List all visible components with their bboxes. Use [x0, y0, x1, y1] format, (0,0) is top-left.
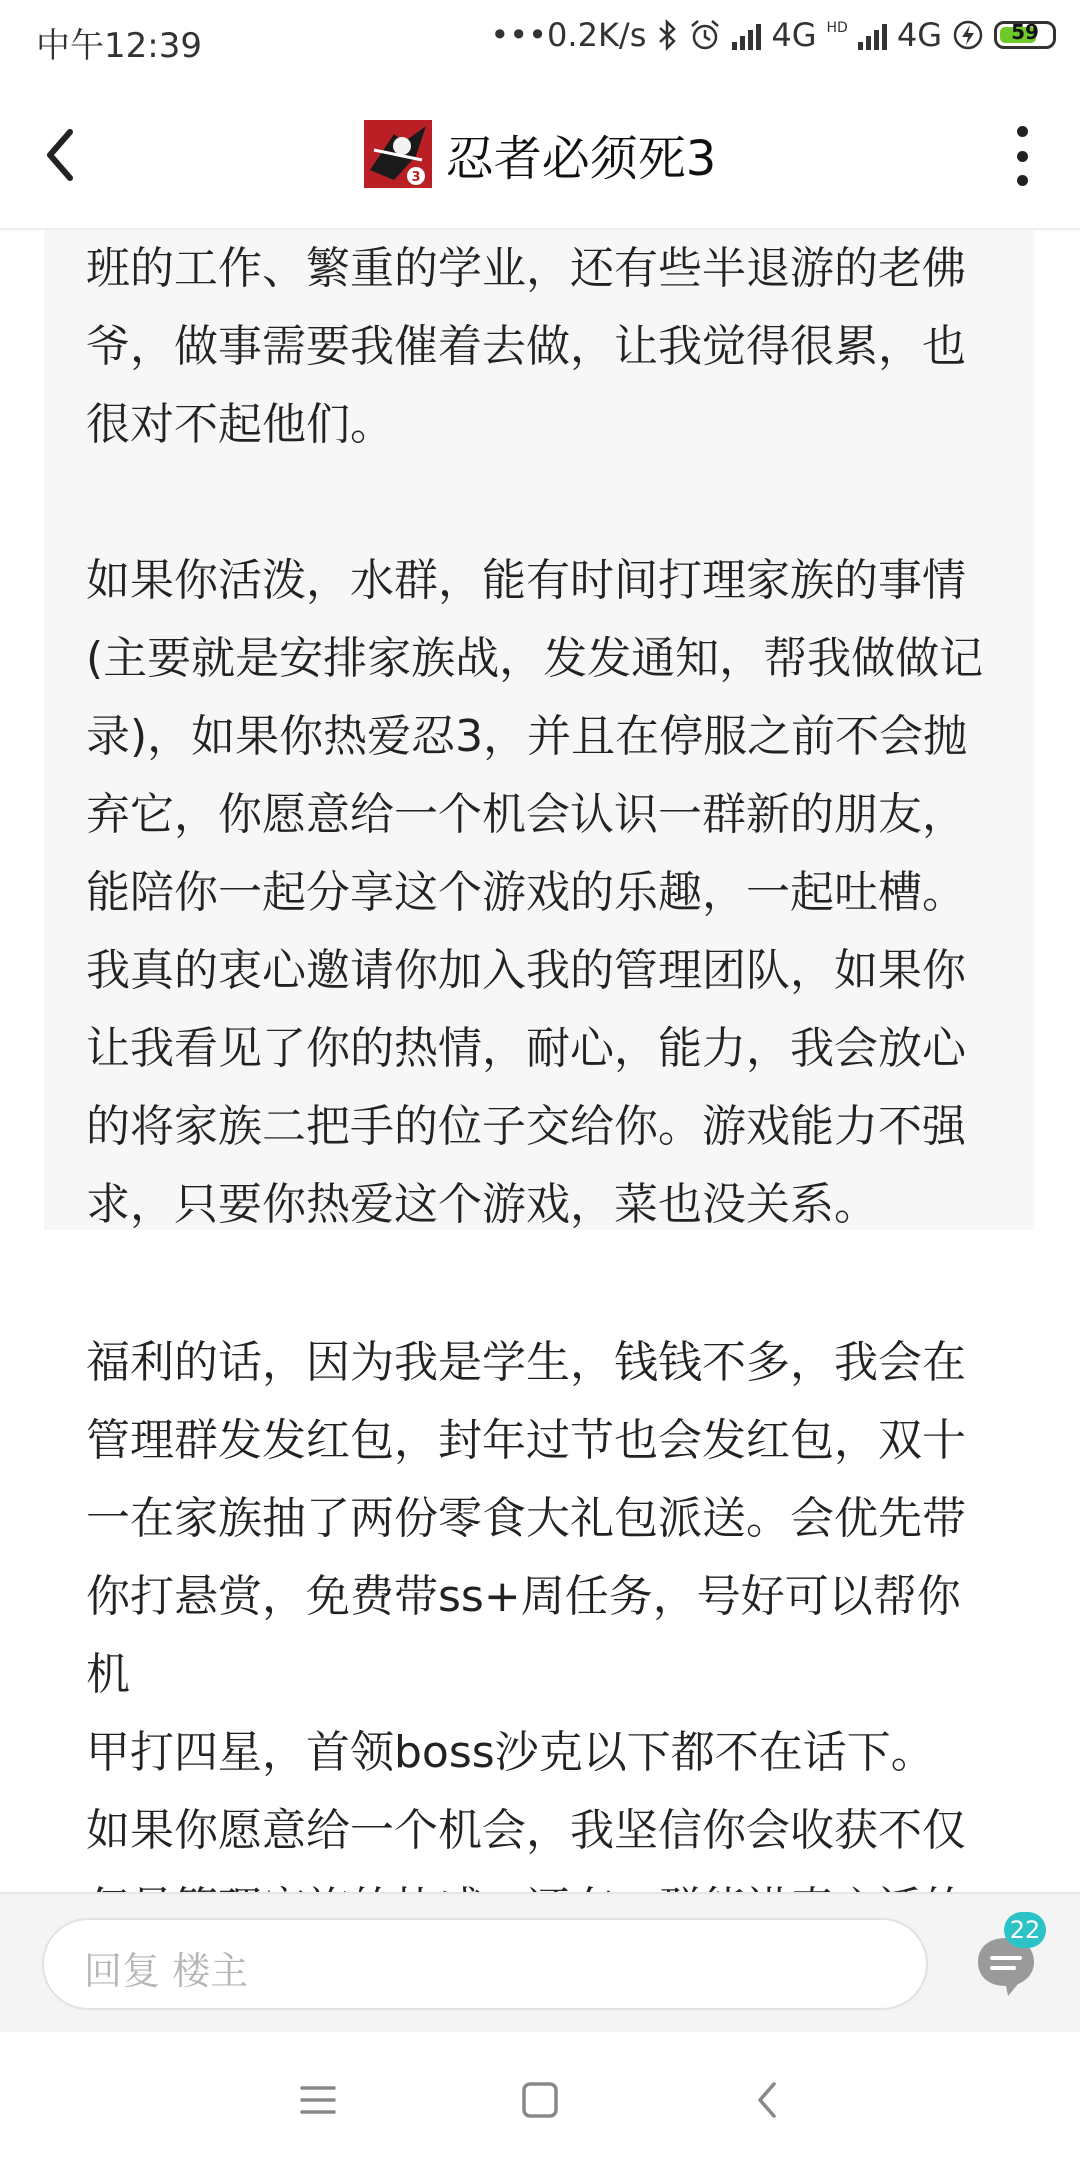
back-icon: [740, 2072, 796, 2128]
reply-bar: [0, 1892, 1080, 2034]
status-bar: [0, 0, 1080, 80]
battery-level: 59: [1011, 20, 1039, 44]
post-paragraph: 如果你活泼，水群，能有时间打理家族的事情 (主要就是安排家族战，发发通知，帮我做做记 录)，如果你热爱忍3，并且在停服之前不会抛 弃它，你愿意给一个机会认识一群新的朋友， 能陪你一起分享这个游戏的乐趣，一起吐槽。 我真的衷心邀请你加入我的管理团队，如果你 让我看见了你的热情，耐心，能力，我会放心 的将家族二把手的位子交给你。游戏能力不强 求，只要你热爱这个游戏，菜也没关系。: [86, 555, 984, 1230]
home-button[interactable]: [512, 2072, 568, 2128]
post-content: [0, 230, 1080, 1890]
comment-count-badge: 22: [1004, 1912, 1046, 1948]
system-navigation-bar: [0, 2032, 1080, 2160]
more-vertical-icon: [1017, 126, 1028, 137]
bluetooth-icon: [656, 19, 678, 51]
logo-badge: 3: [411, 170, 421, 185]
game-logo: [364, 120, 432, 188]
hd-label: HD: [826, 20, 848, 36]
signal-icon: [858, 20, 887, 50]
menu-button[interactable]: [290, 2072, 346, 2128]
battery-icon: [994, 21, 1056, 49]
reply-input[interactable]: [42, 1918, 928, 2010]
top-navigation-bar: [0, 80, 1080, 230]
signal-icon: [732, 20, 761, 50]
charging-icon: [952, 19, 984, 51]
signal2-label: 4G: [896, 16, 942, 54]
status-icons: [490, 16, 1056, 54]
home-icon: [512, 2072, 568, 2128]
network-speed: •••0.2K/s: [490, 16, 647, 54]
post-paragraph: 班的工作、繁重的学业，还有些半退游的老佛 爷，做事需要我催着去做，让我觉得很累，也 很对不起他们。: [86, 243, 966, 450]
system-back-button[interactable]: [740, 2072, 796, 2128]
title-area: [0, 116, 1080, 192]
post-paragraph: 福利的话，因为我是学生，钱钱不多，我会在 管理群发发红包，封年过节也会发红包，双十 一在家族抽了两份零食大礼包派送。会优先带 你打悬赏，免费带ss+周任务，号好可以帮你机 甲打四星，首领boss沙克以下都不在话下。 如果你愿意给一个机会，我坚信你会收获不仅: [86, 1337, 966, 1856]
menu-icon: [290, 2072, 346, 2128]
alarm-icon: [688, 18, 722, 52]
signal1-label: 4G: [771, 16, 817, 54]
more-button[interactable]: [1010, 126, 1034, 186]
page-title: 忍者必须死3: [445, 130, 717, 187]
status-time: 中午12:39: [36, 26, 202, 66]
reply-placeholder: 回复 楼主: [84, 1949, 249, 1993]
